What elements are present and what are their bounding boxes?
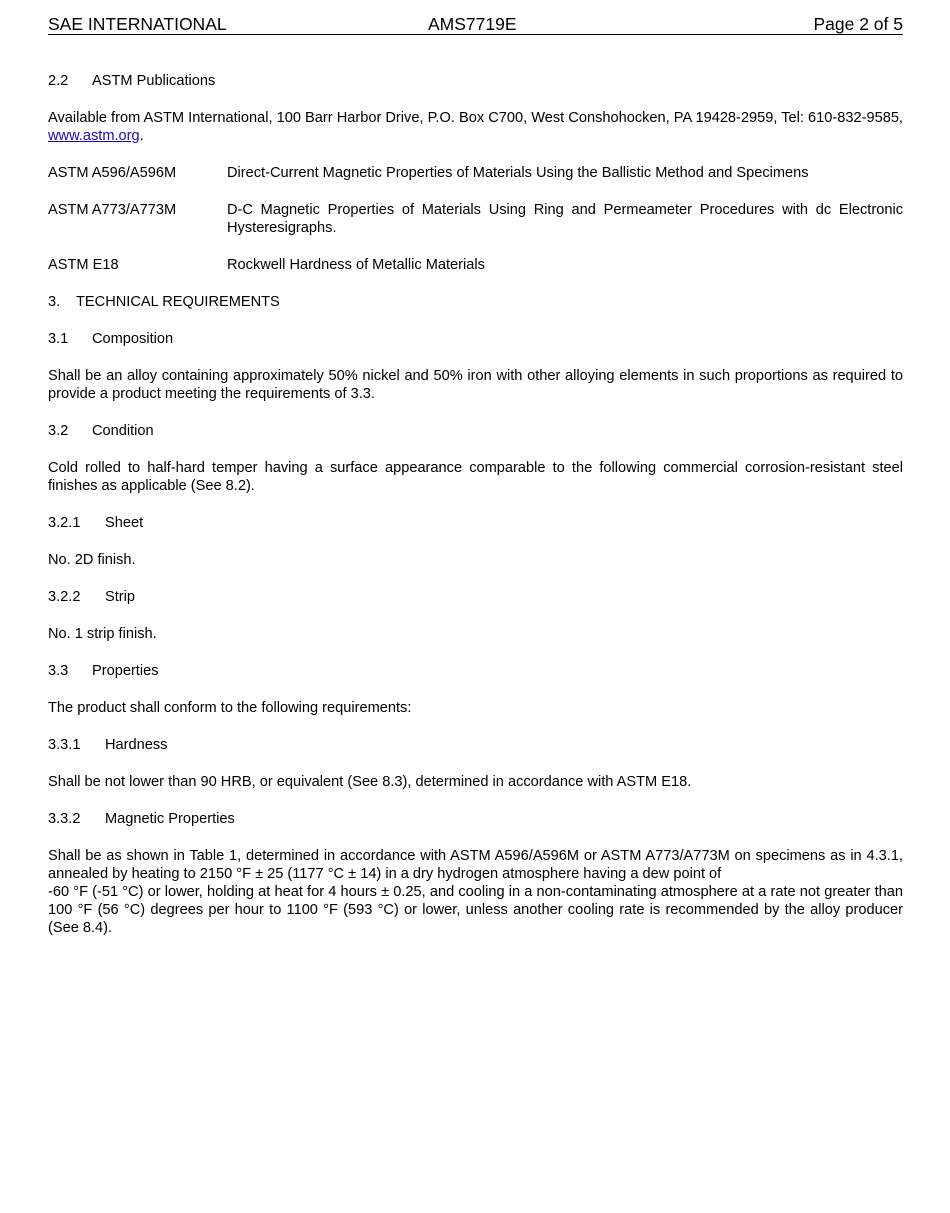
reference-description: D-C Magnetic Properties of Materials Using Ring and Permeameter Procedures with dc Electronic Hysteresigraphs. <box>227 202 903 236</box>
reference-description: Direct-Current Magnetic Properties of Materials Using the Ballistic Method and Specimens <box>227 165 809 181</box>
astm-website-link[interactable]: www.astm.org <box>48 128 140 144</box>
reference-code: ASTM A596/A596M <box>48 165 177 181</box>
reference-row <box>48 256 903 274</box>
section-3-3-heading: 3.3 Properties <box>48 663 159 679</box>
reference-code: ASTM A773/A773M <box>48 202 177 218</box>
header-org: SAE INTERNATIONAL <box>48 14 227 34</box>
magnetic-properties-paragraph-part2: -60 °F (-51 °C) or lower, holding at heat for 4 hours ± 0.25, and cooling in a non-contaminating atmosphere at a rate not greater than 100 °F (56 °C) degrees per hour to 1100 °F (593 °C) or lower, unless another cooling rate is recommended by the alloy producer (See 8.4). <box>48 884 903 936</box>
astm-address-paragraph: Available from ASTM International, 100 Barr Harbor Drive, P.O. Box C700, West Conshohocken, PA 19428-2959, Tel: 610-832-9585, www.astm.org. <box>48 110 903 144</box>
reference-code: ASTM E18 <box>48 257 119 273</box>
section-3-heading: 3. TECHNICAL REQUIREMENTS <box>48 294 280 310</box>
section-3-2-2-heading: 3.2.2 Strip <box>48 589 136 605</box>
reference-row <box>48 164 903 182</box>
strip-paragraph: No. 1 strip finish. <box>48 626 157 642</box>
reference-description: Rockwell Hardness of Metallic Materials <box>227 257 485 273</box>
condition-paragraph: Cold rolled to half-hard temper having a surface appearance comparable to the following commercial corrosion-resistant steel finishes as applicable (See 8.2). <box>48 460 903 494</box>
magnetic-properties-paragraph-part1: Shall be as shown in Table 1, determined in accordance with ASTM A596/A596M or ASTM A773/A773M on specimens as in 4.3.1, annealed by heating to 2150 °F ± 25 (1177 °C ± 14) in a dry hydrogen atmosphere having a dew point of <box>48 848 903 882</box>
document-page <box>48 14 903 35</box>
hardness-paragraph: Shall be not lower than 90 HRB, or equivalent (See 8.3), determined in accordance with ASTM E18. <box>48 774 692 790</box>
page-header <box>48 14 903 35</box>
composition-paragraph: Shall be an alloy containing approximately 50% nickel and 50% iron with other alloying elements in such proportions as required to provide a product meeting the requirements of 3.3. <box>48 368 903 402</box>
properties-paragraph: The product shall conform to the following requirements: <box>48 700 412 716</box>
section-3-2-1-heading: 3.2.1 Sheet <box>48 515 144 531</box>
section-3-3-1-heading: 3.3.1 Hardness <box>48 737 168 753</box>
header-doc-id: AMS7719E <box>428 14 517 34</box>
section-3-1-heading: 3.1 Composition <box>48 331 174 347</box>
section-2-2-heading: 2.2 ASTM Publications <box>48 73 216 89</box>
section-3-2-heading: 3.2 Condition <box>48 423 154 439</box>
sheet-paragraph: No. 2D finish. <box>48 552 136 568</box>
section-3-3-2-heading: 3.3.2 Magnetic Properties <box>48 811 235 827</box>
reference-row <box>48 201 903 237</box>
header-page-number: Page 2 of 5 <box>813 14 903 34</box>
